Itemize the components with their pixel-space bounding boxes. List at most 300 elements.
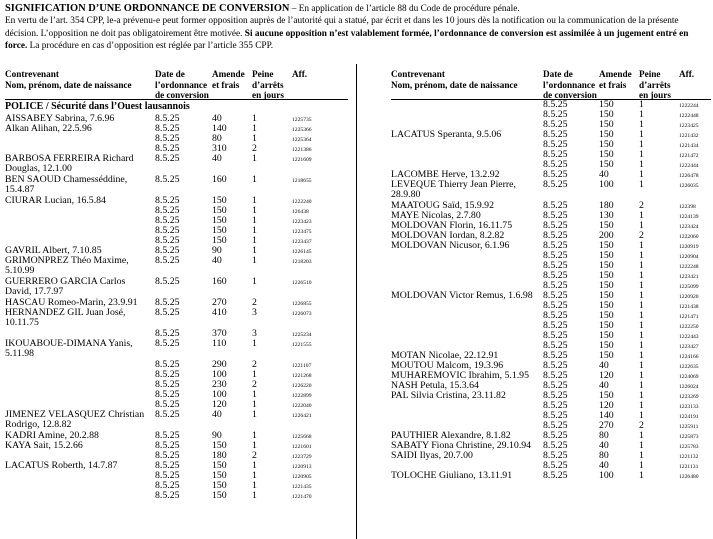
offender-entry bbox=[5, 175, 348, 196]
fine-amount: 150 bbox=[599, 129, 614, 140]
order-date: 8.5.25 bbox=[155, 389, 180, 400]
order-date: 8.5.25 bbox=[543, 210, 568, 221]
detention-days: 1 bbox=[639, 360, 644, 371]
detention-days: 1 bbox=[252, 215, 257, 226]
case-row bbox=[5, 277, 348, 287]
detention-days: 2 bbox=[252, 450, 257, 461]
order-date: 8.5.25 bbox=[543, 179, 568, 190]
detention-days: 1 bbox=[252, 225, 257, 236]
order-date: 8.5.25 bbox=[543, 159, 568, 170]
case-number: 1225099 bbox=[679, 284, 699, 290]
fine-amount: 100 bbox=[212, 389, 227, 400]
detention-days: 1 bbox=[639, 450, 644, 461]
order-date: 8.5.25 bbox=[543, 250, 568, 261]
case-number: 1223423 bbox=[292, 219, 312, 225]
case-row bbox=[5, 308, 348, 318]
case-number: 1223133 bbox=[679, 404, 699, 410]
detention-days: 1 bbox=[252, 480, 257, 491]
offender-name: PAL Silvia Cristina, 23.11.82 bbox=[391, 390, 506, 401]
header-date: Date de l’ordonnance de conversion bbox=[543, 69, 597, 100]
fine-amount: 150 bbox=[212, 470, 227, 481]
notice-paragraph-end: La procédure en cas d’opposition est réglée par l’article 355 CPP. bbox=[27, 40, 274, 51]
order-date: 8.5.25 bbox=[155, 379, 180, 390]
order-date: 8.5.25 bbox=[543, 310, 568, 321]
order-date: 8.5.25 bbox=[155, 430, 180, 441]
header-contrevenant: Contrevenant Nom, prénom, date de naissance bbox=[5, 69, 132, 90]
case-number: 1223475 bbox=[292, 229, 312, 235]
header-aff: Aff. bbox=[679, 69, 695, 79]
fine-amount: 100 bbox=[599, 179, 614, 190]
detention-days: 1 bbox=[252, 133, 257, 144]
order-date: 8.5.25 bbox=[155, 235, 180, 246]
case-number: 1221609 bbox=[292, 157, 312, 163]
order-date: 8.5.25 bbox=[543, 300, 568, 311]
detention-days: 1 bbox=[639, 340, 644, 351]
case-number: 1222248 bbox=[679, 264, 699, 270]
offender-name: GAVRIL Albert, 7.10.85 bbox=[5, 245, 102, 256]
order-date: 8.5.25 bbox=[155, 215, 180, 226]
order-date: 8.5.25 bbox=[155, 369, 180, 380]
fine-amount: 150 bbox=[599, 300, 614, 311]
fine-amount: 80 bbox=[599, 430, 609, 441]
order-date: 8.5.25 bbox=[155, 480, 180, 491]
section-heading: POLICE / Sécurité dans l’Ouest lausannois bbox=[5, 101, 190, 112]
detention-days: 1 bbox=[252, 255, 257, 266]
offender-name: GUERRERO GARCIA Carlos David, 17.7.97 bbox=[5, 276, 126, 297]
case-number: 1222444 bbox=[679, 163, 699, 169]
order-date: 8.5.25 bbox=[155, 338, 180, 349]
offender-name: KAYA Sait, 15.2.66 bbox=[5, 440, 83, 451]
detention-days: 1 bbox=[639, 280, 644, 291]
fine-amount: 290 bbox=[212, 359, 227, 370]
order-date: 8.5.25 bbox=[543, 320, 568, 331]
fine-amount: 120 bbox=[212, 399, 227, 410]
order-date: 8.5.25 bbox=[155, 113, 180, 124]
detention-days: 1 bbox=[639, 210, 644, 221]
order-date: 8.5.25 bbox=[543, 360, 568, 371]
order-date: 8.5.25 bbox=[543, 270, 568, 281]
detention-days: 1 bbox=[639, 260, 644, 271]
fine-amount: 150 bbox=[599, 310, 614, 321]
detention-days: 1 bbox=[252, 440, 257, 451]
order-date: 8.5.25 bbox=[155, 255, 180, 266]
offender-name: IKOUABOUE-DIMANA Yanis, 5.11.98 bbox=[5, 338, 133, 359]
column-divider bbox=[356, 64, 357, 539]
order-date: 8.5.25 bbox=[155, 143, 180, 154]
offender-entry bbox=[391, 391, 711, 431]
case-number: 1218203 bbox=[292, 259, 312, 265]
fine-amount: 150 bbox=[599, 260, 614, 271]
fine-amount: 150 bbox=[212, 225, 227, 236]
offender-name: Alkan Alihan, 22.5.96 bbox=[5, 123, 92, 134]
fine-amount: 40 bbox=[212, 153, 222, 164]
fine-amount: 150 bbox=[599, 220, 614, 231]
case-number: 1221471 bbox=[679, 314, 699, 320]
case-number: 1221470 bbox=[292, 494, 312, 500]
case-number: 1220904 bbox=[679, 254, 699, 260]
detention-days: 1 bbox=[639, 109, 644, 120]
fine-amount: 140 bbox=[599, 410, 614, 421]
fine-amount: 40 bbox=[212, 255, 222, 266]
offender-name: AISSABEY Sabrina, 7.6.96 bbox=[5, 113, 115, 124]
case-number: 1221435 bbox=[292, 484, 312, 490]
fine-amount: 150 bbox=[212, 480, 227, 491]
fine-amount: 80 bbox=[599, 450, 609, 461]
offender-name: LACATUS Speranta, 9.5.06 bbox=[391, 129, 502, 140]
detention-days: 2 bbox=[252, 379, 257, 390]
fine-amount: 40 bbox=[599, 360, 609, 371]
offender-name: BEN SAOUD Chamesséddine, 15.4.87 bbox=[5, 174, 128, 195]
case-row bbox=[5, 256, 348, 266]
order-date: 8.5.25 bbox=[543, 169, 568, 180]
header-peine: Peine d’arrêts en jours bbox=[639, 69, 671, 100]
fine-amount: 150 bbox=[212, 195, 227, 206]
detention-days: 1 bbox=[252, 235, 257, 246]
order-date: 8.5.25 bbox=[543, 420, 568, 431]
detention-days: 1 bbox=[639, 290, 644, 301]
order-date: 8.5.25 bbox=[543, 280, 568, 291]
offender-entry bbox=[5, 410, 348, 431]
offender-entry bbox=[5, 196, 348, 246]
case-number: 1226421 bbox=[292, 413, 312, 419]
case-number: 1221131 bbox=[679, 464, 699, 470]
case-number: 1221555 bbox=[292, 342, 312, 348]
order-date: 8.5.25 bbox=[543, 99, 568, 110]
offender-name: LACOMBE Herve, 13.2.92 bbox=[391, 169, 500, 180]
detention-days: 1 bbox=[639, 310, 644, 321]
fine-amount: 270 bbox=[212, 297, 227, 308]
fine-amount: 40 bbox=[599, 380, 609, 391]
case-row bbox=[391, 180, 711, 190]
fine-amount: 40 bbox=[599, 440, 609, 451]
case-number: 1224166 bbox=[679, 354, 699, 360]
order-date: 8.5.25 bbox=[543, 390, 568, 401]
header-aff: Aff. bbox=[292, 69, 308, 79]
case-row bbox=[5, 491, 348, 501]
case-number: 1225911 bbox=[679, 424, 699, 430]
order-date: 8.5.25 bbox=[155, 195, 180, 206]
case-number: 1220919 bbox=[679, 244, 699, 250]
fine-amount: 90 bbox=[212, 430, 222, 441]
detention-days: 1 bbox=[639, 330, 644, 341]
fine-amount: 150 bbox=[212, 215, 227, 226]
detention-days: 2 bbox=[639, 200, 644, 211]
case-number: 1220920 bbox=[679, 294, 699, 300]
case-number: 1226855 bbox=[292, 301, 312, 307]
order-date: 8.5.25 bbox=[155, 225, 180, 236]
offender-entry bbox=[391, 100, 711, 130]
case-number: 1223729 bbox=[292, 454, 312, 460]
case-number: 1221386 bbox=[292, 147, 312, 153]
order-date: 8.5.25 bbox=[155, 399, 180, 410]
case-number: 1222060 bbox=[679, 234, 699, 240]
detention-days: 2 bbox=[639, 230, 644, 241]
order-date: 8.5.25 bbox=[155, 359, 180, 370]
detention-days: 1 bbox=[639, 159, 644, 170]
offender-entry bbox=[5, 277, 348, 298]
case-number: 1224139 bbox=[679, 214, 699, 220]
detention-days: 1 bbox=[639, 400, 644, 411]
fine-amount: 270 bbox=[599, 420, 614, 431]
order-date: 8.5.25 bbox=[543, 440, 568, 451]
fine-amount: 370 bbox=[212, 328, 227, 339]
case-number: 1226035 bbox=[679, 183, 699, 189]
fine-amount: 150 bbox=[599, 330, 614, 341]
detention-days: 1 bbox=[639, 390, 644, 401]
fine-amount: 310 bbox=[212, 143, 227, 154]
detention-days: 1 bbox=[639, 169, 644, 180]
order-date: 8.5.25 bbox=[155, 174, 180, 185]
order-date: 8.5.25 bbox=[155, 328, 180, 339]
offender-entry bbox=[5, 441, 348, 461]
detention-days: 1 bbox=[252, 409, 257, 420]
order-date: 8.5.25 bbox=[155, 276, 180, 287]
detention-days: 2 bbox=[252, 297, 257, 308]
order-date: 8.5.25 bbox=[543, 200, 568, 211]
fine-amount: 160 bbox=[212, 276, 227, 287]
detention-days: 1 bbox=[639, 460, 644, 471]
case-number: 1222635 bbox=[679, 364, 699, 370]
detention-days: 2 bbox=[252, 143, 257, 154]
case-number: 1221268 bbox=[292, 373, 312, 379]
order-date: 8.5.25 bbox=[155, 409, 180, 420]
order-date: 8.5.25 bbox=[543, 109, 568, 120]
fine-amount: 230 bbox=[212, 379, 227, 390]
offender-entry bbox=[5, 308, 348, 329]
case-number: 1221107 bbox=[292, 363, 312, 369]
notice-intro bbox=[5, 3, 705, 52]
case-number: 1224191 bbox=[679, 414, 699, 420]
fine-amount: 150 bbox=[599, 139, 614, 150]
case-number: 1220913 bbox=[292, 464, 312, 470]
case-number: 1222040 bbox=[292, 403, 312, 409]
table-header bbox=[391, 64, 711, 99]
order-date: 8.5.25 bbox=[543, 430, 568, 441]
detention-days: 1 bbox=[639, 300, 644, 311]
fine-amount: 150 bbox=[599, 149, 614, 160]
fine-amount: 100 bbox=[212, 369, 227, 380]
order-date: 8.5.25 bbox=[155, 245, 180, 256]
case-number: 1223427 bbox=[679, 344, 699, 350]
detention-days: 1 bbox=[639, 320, 644, 331]
fine-amount: 150 bbox=[599, 99, 614, 110]
order-date: 8.5.25 bbox=[155, 153, 180, 164]
order-date: 8.5.25 bbox=[543, 240, 568, 251]
fine-amount: 90 bbox=[212, 245, 222, 256]
detention-days: 1 bbox=[639, 240, 644, 251]
header-amende: Amende et frais bbox=[599, 69, 632, 90]
detention-days: 3 bbox=[252, 328, 257, 339]
notice-title-suffix: – En application de l’article 88 du Code de procédure pénale. bbox=[289, 4, 520, 14]
offender-name: BARBOSA FERREIRA Richard Douglas, 12.1.00 bbox=[5, 153, 134, 174]
fine-amount: 150 bbox=[599, 119, 614, 130]
fine-amount: 40 bbox=[212, 409, 222, 420]
offender-entry bbox=[5, 339, 348, 360]
case-number: 1221472 bbox=[679, 153, 699, 159]
offender-name: MUHAREMOVIC Ibrahim, 5.1.95 bbox=[391, 370, 529, 381]
offender-name: MOLDOVAN Victor Remus, 1.6.98 bbox=[391, 290, 533, 301]
case-number: 1226145 bbox=[292, 249, 312, 255]
fine-amount: 40 bbox=[212, 113, 222, 124]
offender-name: CIURAR Lucian, 16.5.84 bbox=[5, 195, 106, 206]
offender-entry bbox=[391, 291, 711, 351]
fine-amount: 200 bbox=[599, 230, 614, 241]
case-number: 1222250 bbox=[679, 324, 699, 330]
case-number: 1224069 bbox=[679, 374, 699, 380]
offender-entry bbox=[391, 241, 711, 291]
offender-entry bbox=[391, 471, 711, 481]
fine-amount: 120 bbox=[599, 370, 614, 381]
fine-amount: 180 bbox=[599, 200, 614, 211]
header-amende: Amende et frais bbox=[212, 69, 245, 90]
detention-days: 1 bbox=[639, 440, 644, 451]
offender-name: MOUTOU Malcom, 19.3.96 bbox=[391, 360, 504, 371]
case-number: 126438 bbox=[292, 209, 309, 215]
detention-days: 1 bbox=[639, 430, 644, 441]
case-number: 1225234 bbox=[292, 332, 312, 338]
order-date: 8.5.25 bbox=[155, 470, 180, 481]
order-date: 8.5.25 bbox=[543, 119, 568, 130]
detention-days: 1 bbox=[252, 460, 257, 471]
offender-name: MOLDOVAN Florin, 16.11.75 bbox=[391, 220, 513, 231]
detention-days: 1 bbox=[252, 113, 257, 124]
fine-amount: 150 bbox=[599, 240, 614, 251]
header-date: Date de l’ordonnance de conversion bbox=[155, 69, 209, 100]
detention-days: 1 bbox=[252, 153, 257, 164]
detention-days: 1 bbox=[639, 350, 644, 361]
case-number: 1221432 bbox=[679, 133, 699, 139]
case-number: 1226073 bbox=[292, 311, 312, 317]
order-date: 8.5.25 bbox=[543, 290, 568, 301]
order-date: 8.5.25 bbox=[155, 133, 180, 144]
case-number: 1225364 bbox=[292, 137, 312, 143]
header-contrevenant: Contrevenant Nom, prénom, date de naissance bbox=[391, 69, 518, 90]
case-number: 1222899 bbox=[292, 393, 312, 399]
case-number: 1221434 bbox=[679, 143, 699, 149]
notice-title: SIGNIFICATION D’UNE ORDONNANCE DE CONVERSION bbox=[5, 3, 290, 14]
case-number: 122398 bbox=[679, 204, 696, 210]
order-date: 8.5.25 bbox=[155, 440, 180, 451]
order-date: 8.5.25 bbox=[155, 297, 180, 308]
detention-days: 1 bbox=[639, 220, 644, 231]
detention-days: 1 bbox=[252, 205, 257, 216]
detention-days: 1 bbox=[252, 276, 257, 287]
offender-name: JIMENEZ VELASQUEZ Christian Rodrigo, 12.8.82 bbox=[5, 409, 145, 430]
case-number: 1222240 bbox=[292, 199, 312, 205]
case-number: 1221601 bbox=[292, 444, 312, 450]
fine-amount: 160 bbox=[212, 174, 227, 185]
fine-amount: 150 bbox=[212, 235, 227, 246]
offender-name: MOLDOVAN Nicusor, 6.1.96 bbox=[391, 240, 510, 251]
offender-entry bbox=[5, 256, 348, 277]
order-date: 8.5.25 bbox=[543, 370, 568, 381]
case-number: 1223421 bbox=[679, 274, 699, 280]
table-header bbox=[5, 64, 348, 99]
case-number: 1225735 bbox=[292, 117, 312, 123]
order-date: 8.5.25 bbox=[543, 129, 568, 140]
fine-amount: 150 bbox=[212, 460, 227, 471]
case-number: 1223425 bbox=[679, 123, 699, 129]
left-column bbox=[5, 64, 348, 501]
case-number: 1220905 bbox=[292, 474, 312, 480]
detention-days: 2 bbox=[252, 359, 257, 370]
offender-entry bbox=[5, 461, 348, 501]
order-date: 8.5.25 bbox=[543, 260, 568, 271]
detention-days: 1 bbox=[252, 430, 257, 441]
order-date: 8.5.25 bbox=[543, 410, 568, 421]
fine-amount: 150 bbox=[212, 490, 227, 501]
detention-days: 1 bbox=[639, 179, 644, 190]
offender-name: TOLOCHE Giuliano, 13.11.91 bbox=[391, 470, 513, 481]
offender-entry bbox=[5, 360, 348, 410]
fine-amount: 150 bbox=[599, 320, 614, 331]
fine-amount: 150 bbox=[599, 109, 614, 120]
fine-amount: 150 bbox=[599, 159, 614, 170]
fine-amount: 80 bbox=[212, 133, 222, 144]
case-number: 1226480 bbox=[679, 474, 699, 480]
offender-name: MAATOUG Saïd, 15.9.92 bbox=[391, 200, 494, 211]
case-number: 1226478 bbox=[679, 173, 699, 179]
detention-days: 1 bbox=[639, 370, 644, 381]
detention-days: 1 bbox=[252, 123, 257, 134]
case-row bbox=[5, 154, 348, 164]
fine-amount: 150 bbox=[599, 270, 614, 281]
right-column bbox=[391, 64, 711, 481]
offender-name: LEVEQUE Thierry Jean Pierre, 28.9.80 bbox=[391, 179, 516, 200]
fine-amount: 150 bbox=[599, 250, 614, 261]
case-number: 1225668 bbox=[292, 434, 312, 440]
order-date: 8.5.25 bbox=[155, 460, 180, 471]
offender-entry bbox=[391, 130, 711, 170]
case-number: 1221132 bbox=[679, 454, 699, 460]
detention-days: 1 bbox=[639, 129, 644, 140]
offender-name: PAUTHIER Alexandre, 8.1.82 bbox=[391, 430, 511, 441]
order-date: 8.5.25 bbox=[543, 460, 568, 471]
case-number: 1226220 bbox=[292, 383, 312, 389]
fine-amount: 140 bbox=[212, 123, 227, 134]
detention-days: 1 bbox=[252, 490, 257, 501]
order-date: 8.5.25 bbox=[543, 400, 568, 411]
offender-name: GRIMONPREZ Théo Maxime, 5.10.99 bbox=[5, 255, 129, 276]
offender-entry bbox=[5, 154, 348, 175]
offender-entry bbox=[5, 124, 348, 154]
fine-amount: 130 bbox=[599, 210, 614, 221]
order-date: 8.5.25 bbox=[543, 470, 568, 481]
offender-entry bbox=[391, 451, 711, 471]
detention-days: 2 bbox=[639, 420, 644, 431]
fine-amount: 110 bbox=[212, 338, 227, 349]
detention-days: 1 bbox=[252, 399, 257, 410]
fine-amount: 180 bbox=[212, 450, 227, 461]
case-number: 1225366 bbox=[292, 127, 312, 133]
case-number: 1222244 bbox=[679, 103, 699, 109]
order-date: 8.5.25 bbox=[543, 149, 568, 160]
case-number: 1222443 bbox=[679, 334, 699, 340]
detention-days: 1 bbox=[252, 338, 257, 349]
offender-entry bbox=[391, 180, 711, 201]
offender-name: SABATY Fiona Christine, 29.10.94 bbox=[391, 440, 532, 451]
offender-name: MOLDOVAN Iordan, 8.2.82 bbox=[391, 230, 505, 241]
order-date: 8.5.25 bbox=[543, 139, 568, 150]
detention-days: 1 bbox=[639, 139, 644, 150]
detention-days: 1 bbox=[252, 195, 257, 206]
detention-days: 1 bbox=[252, 389, 257, 400]
case-row bbox=[5, 410, 348, 420]
case-number: 1221438 bbox=[679, 304, 699, 310]
offender-name: KADRI Amine, 20.2.88 bbox=[5, 430, 99, 441]
offender-name: MAYE Nicolas, 2.7.80 bbox=[391, 210, 481, 221]
fine-amount: 150 bbox=[599, 340, 614, 351]
